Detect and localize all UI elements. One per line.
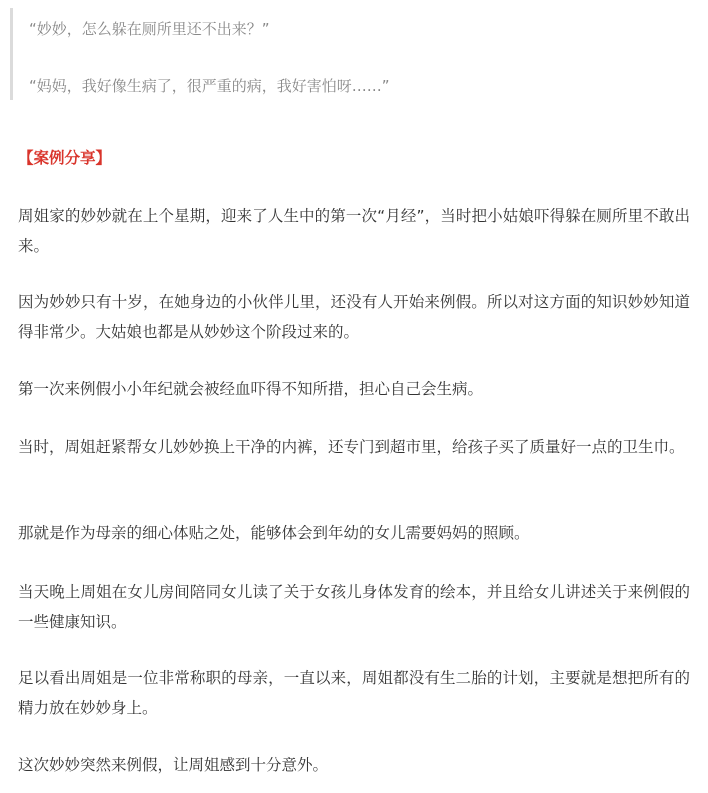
article-paragraph: 当时，周姐赶紧帮女儿妙妙换上干净的内裤，还专门到超市里，给孩子买了质量好一点的卫生巾。 — [18, 438, 685, 456]
quote-line-mother: “妙妙，怎么躲在厕所里还不出来？” — [29, 20, 270, 38]
article-paragraph: 因为妙妙只有十岁，在她身边的小伙伴儿里，还没有人开始来例假。所以对这方面的知识妙妙知道得非常少。大姑娘也都是从妙妙这个阶段过来的。 — [18, 293, 690, 341]
article-paragraph: 那就是作为母亲的细心体贴之处，能够体会到年幼的女儿需要妈妈的照顾。 — [18, 524, 530, 542]
article-paragraph: 这次妙妙突然来例假，让周姐感到十分意外。 — [18, 756, 329, 774]
article-paragraph: 当天晚上周姐在女儿房间陪同女儿读了关于女孩儿身体发育的绘本，并且给女儿讲述关于来例假的一些健康知识。 — [18, 583, 690, 631]
dialogue-blockquote — [10, 8, 693, 100]
section-heading: 【案例分享】 — [18, 149, 112, 167]
article-paragraph: 周姐家的妙妙就在上个星期，迎来了人生中的第一次“月经”，当时把小姑娘吓得躲在厕所里不敢出来。 — [18, 207, 690, 255]
article-paragraph: 第一次来例假小小年纪就会被经血吓得不知所措，担心自己会生病。 — [18, 380, 484, 398]
article-paragraph: 足以看出周姐是一位非常称职的母亲，一直以来，周姐都没有生二胎的计划，主要就是想把所有的精力放在妙妙身上。 — [18, 669, 690, 717]
quote-line-daughter: “妈妈，我好像生病了，很严重的病，我好害怕呀……” — [29, 77, 390, 95]
